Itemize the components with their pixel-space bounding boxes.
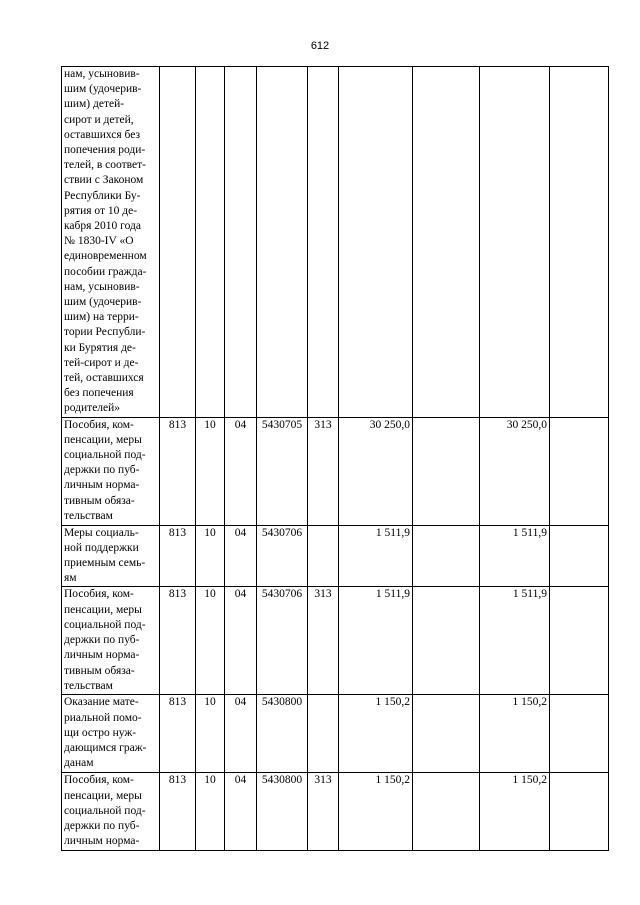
ministry-code-cell: 813 xyxy=(160,587,196,695)
ministry-code-cell: 813 xyxy=(160,525,196,587)
amount-regional-cell: 1 150,2 xyxy=(480,695,550,773)
amount-total-cell: 1 150,2 xyxy=(339,773,413,850)
section-code-cell: 10 xyxy=(196,525,225,587)
expense-type-cell: 313 xyxy=(308,587,339,695)
amount-regional-cell xyxy=(480,67,550,418)
amount-total-cell: 1 511,9 xyxy=(339,587,413,695)
ministry-code-cell xyxy=(160,67,196,418)
amount-regional-cell: 1 511,9 xyxy=(480,525,550,587)
expense-type-cell xyxy=(308,695,339,773)
table-body xyxy=(62,67,609,851)
section-code-cell xyxy=(196,67,225,418)
row-name-cell: нам, усыновив- шим (удочерив- шим) детей- сирот и детей, оставшихся без попечения роди- телей, в соответ- ствии с Законом Республики Бу- рятия от 10 де- кабря 2010 года № 1830-IV «О единовременном пособии гражда- нам, усыновив- шим (удочерив- шим) на терри- тории Республи- ки Бурятия де- тей-сирот и де- тей, оставшихся без попечения родителей» xyxy=(62,67,160,418)
amount-extra-cell xyxy=(550,773,609,850)
table-row xyxy=(62,67,609,418)
amount-regional-cell: 1 511,9 xyxy=(480,587,550,695)
target-article-cell: 5430800 xyxy=(257,695,308,773)
section-code-cell: 10 xyxy=(196,587,225,695)
amount-regional-cell: 1 150,2 xyxy=(480,773,550,850)
table-row xyxy=(62,695,609,773)
target-article-cell xyxy=(257,67,308,418)
section-code-cell: 10 xyxy=(196,695,225,773)
row-name-cell: Пособия, ком- пенсации, меры социальной под- держки по пуб- личным норма- xyxy=(62,773,160,850)
table-row xyxy=(62,417,609,525)
ministry-code-cell: 813 xyxy=(160,417,196,525)
row-name-cell: Пособия, ком- пенсации, меры социальной под- держки по пуб- личным норма- тивным обяза- тельствам xyxy=(62,587,160,695)
amount-regional-cell: 30 250,0 xyxy=(480,417,550,525)
ministry-code-cell: 813 xyxy=(160,773,196,850)
table-row xyxy=(62,773,609,850)
budget-table xyxy=(61,66,609,851)
amount-federal-cell xyxy=(413,417,480,525)
subsection-code-cell: 04 xyxy=(225,525,257,587)
expense-type-cell xyxy=(308,67,339,418)
subsection-code-cell: 04 xyxy=(225,773,257,850)
amount-extra-cell xyxy=(550,587,609,695)
amount-extra-cell xyxy=(550,417,609,525)
ministry-code-cell: 813 xyxy=(160,695,196,773)
expense-type-cell: 313 xyxy=(308,773,339,850)
amount-total-cell: 30 250,0 xyxy=(339,417,413,525)
amount-extra-cell xyxy=(550,67,609,418)
target-article-cell: 5430706 xyxy=(257,525,308,587)
amount-extra-cell xyxy=(550,525,609,587)
row-name-cell: Меры социаль- ной поддержки приемным семь- ям xyxy=(62,525,160,587)
page-number: 612 xyxy=(310,40,330,52)
section-code-cell: 10 xyxy=(196,417,225,525)
amount-total-cell: 1 511,9 xyxy=(339,525,413,587)
target-article-cell: 5430705 xyxy=(257,417,308,525)
amount-federal-cell xyxy=(413,67,480,418)
subsection-code-cell: 04 xyxy=(225,695,257,773)
table-row xyxy=(62,587,609,695)
amount-federal-cell xyxy=(413,587,480,695)
subsection-code-cell: 04 xyxy=(225,587,257,695)
target-article-cell: 5430800 xyxy=(257,773,308,850)
amount-total-cell xyxy=(339,67,413,418)
subsection-code-cell xyxy=(225,67,257,418)
row-name-cell: Пособия, ком- пенсации, меры социальной под- держки по пуб- личным норма- тивным обяза- тельствам xyxy=(62,417,160,525)
subsection-code-cell: 04 xyxy=(225,417,257,525)
expense-type-cell: 313 xyxy=(308,417,339,525)
section-code-cell: 10 xyxy=(196,773,225,850)
table-row xyxy=(62,525,609,587)
amount-federal-cell xyxy=(413,773,480,850)
amount-federal-cell xyxy=(413,695,480,773)
amount-total-cell: 1 150,2 xyxy=(339,695,413,773)
row-name-cell: Оказание мате- риальной помо- щи остро нуж- дающимся граж- данам xyxy=(62,695,160,773)
amount-extra-cell xyxy=(550,695,609,773)
expense-type-cell xyxy=(308,525,339,587)
target-article-cell: 5430706 xyxy=(257,587,308,695)
amount-federal-cell xyxy=(413,525,480,587)
